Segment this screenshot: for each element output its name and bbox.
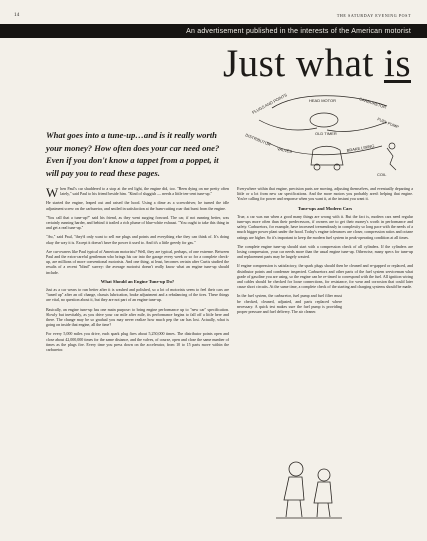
illustration-label-valves: VALVES (276, 146, 293, 155)
article-column-right (237, 186, 413, 318)
section-heading: Tune-ups and Modern Cars (297, 205, 353, 211)
running-head (14, 13, 411, 23)
article-paragraph: He started the engine, leaped out and raised the hood. Using a dime as a screwdriver, he turned the idle adjustment screw on the carburetor, and smiled in satisfaction at the hum-cutting roar that burst from the engine. (46, 200, 229, 211)
headline-underlined-word: is (383, 42, 411, 85)
article-paragraph: In the fuel system, the carburetor, fuel pump and fuel filter must be checked, cleaned, adjusted, and parts replaced where necessary. A quick test makes sure the fuel pump is providing proper pressure and fuel delivery. The air cleaner. (237, 293, 342, 315)
article-column-left (46, 186, 229, 356)
article-paragraph: True, a car was run when a good many things are wrong with it. But the fact is, modern cars need regular tune-ups more often than their predecessors, if owners are to get their money's worth in performance and safety. Carburetors, for example, have increased tremendously in complexity so long pace with the needs of a much bigger power plant under the hood. Today's engine tolerances are closer, compression ratios and octane ratings are higher. So it's important to keep the modern fuel system in peak-operating condition at all times. (237, 213, 413, 240)
article-paragraph: Basically, an engine tune-up has one main purpose: to bring engine performance up to "new car" specification. Slowly but inevitably, as you drive your car mile after mile, its performance begins to fall off a little here and there. The change may be so gradual you may never realize how much pep the car has lost. Actually, what is going on inside that engine, all the time? (46, 306, 229, 328)
article-paragraph: Are car-owners like Paul typical of American motorists? Well, they are typical, perhaps, of one extreme. Between Paul and the extra-careful gentleman who brings his car into the garage every week or so for a complete check-up, are millions of more conventional motorists. And one thing, at least, becomes certain after Curtis studied the results of a recent "blind" survey: the average motorist doesn't really know what an engine tune-up should include. (46, 248, 229, 275)
illustration-label-head-motor: HEAD MOTOR (309, 98, 337, 103)
illustration-label-distributor: DISTRIBUTOR (244, 132, 272, 148)
headline-text: Just what (222, 42, 384, 85)
illustration-label-coil: COIL (377, 172, 387, 177)
engine-parts-illustration (237, 90, 412, 190)
section-heading: What Should an Engine Tune-up Do? (100, 278, 175, 284)
article-paragraph: Everywhere within that engine, precision parts are moving, adjusting themselves, and eventually departing a little or a lot from new car specifications. And the more motors you probably aren't helping that engine. You're calling for power and response when you want it, at the instant you want it. (237, 186, 413, 202)
advertisement-banner (0, 24, 427, 38)
banner-text: An advertisement published in the interests of the American motorist (186, 27, 411, 35)
mechanic-cartoon (274, 455, 344, 523)
page-number: 14 (14, 13, 20, 18)
illustration-label-fuel-pump: FUEL PUMP (376, 116, 400, 130)
article-paragraph: For every 5,000 miles you drive, each spark plug fires about 5,250,000 times. The distributor points open and close about 42,000,000 times for the same distance, and the valves, of course, open and close the same number of times as the plugs fire. Every time you press down on the accelerator, from 10 to 15 parts move within the carburetor. (46, 331, 229, 353)
article-paragraph: "You call that a tune-up?" said his friend, as they went surging forward. The car, if not running better, was certainly running harder, and behind it trailed a rich plume of blue-white exhaust. "You ought to take this thing in and get a real tune-up." (46, 214, 229, 231)
article-paragraph: Just as a car wears to run better after it is washed and polished, so a lot of motorists seem to feel their cars are "tuned up" after an oil change, chassis lubrication, brake adjustment and a rebalancing of the tires. These things are vital, no question about it, but they are not part of an engine tune-up. (46, 287, 229, 303)
headline (223, 42, 411, 86)
article-paragraph: "Aw," said Paul, "they'd only want to sell me plugs and points and everything else they can think of. It's doing okay the way it is. Except it doesn't have the power it used to. And it's a little greedy for gas." (46, 234, 229, 245)
article-paragraph: When Paul's car shuddered to a stop at the red light, the engine did, too. "Been dying on me pretty often lately," said Paul to his friend beside him. "Kind of sluggish — needs a little ten-cent tune-up." (46, 185, 229, 200)
publication-name: THE SATURDAY EVENING POST (336, 13, 411, 18)
drop-cap: W (46, 185, 59, 200)
article-paragraph: The complete engine tune-up should start with a compression check of all cylinders. If the cylinders are losing compression, your car needs more than the usual engine tune-up. Otherwise, many specs for tune-up and replacement parts may be largely wasted. (237, 243, 413, 260)
illustration-label-brake-lining: BRAKE LINING (346, 143, 375, 153)
illustration-label-plugs: PLUGS AND POINTS (251, 92, 288, 115)
illustration-label-carburetor: CARBURETOR (358, 96, 387, 110)
article-paragraph: If engine compression is satisfactory, the spark plugs should then be cleaned and re-gapped or replaced, and distributor points and condenser inspected. Carburetors and other parts of the fuel system serviceman what grade of gasoline you are using, so the engine can be re-timed to correspond with the fuel. All ignition wiring and cables should be checked for loose connections, for resistance, for wear and corrosion that could later cause short circuits. At the same time, a complete check of the starting and charging systems should be made. (237, 263, 413, 290)
illustration-label-old-timer: OLD TIMER (315, 131, 337, 136)
lead-paragraph: What goes into a tune-up…and is it really worth your money? How often does your car need one? Even if you don't know a tappet from a poppet, it will pay you to read these pages. (46, 130, 220, 178)
